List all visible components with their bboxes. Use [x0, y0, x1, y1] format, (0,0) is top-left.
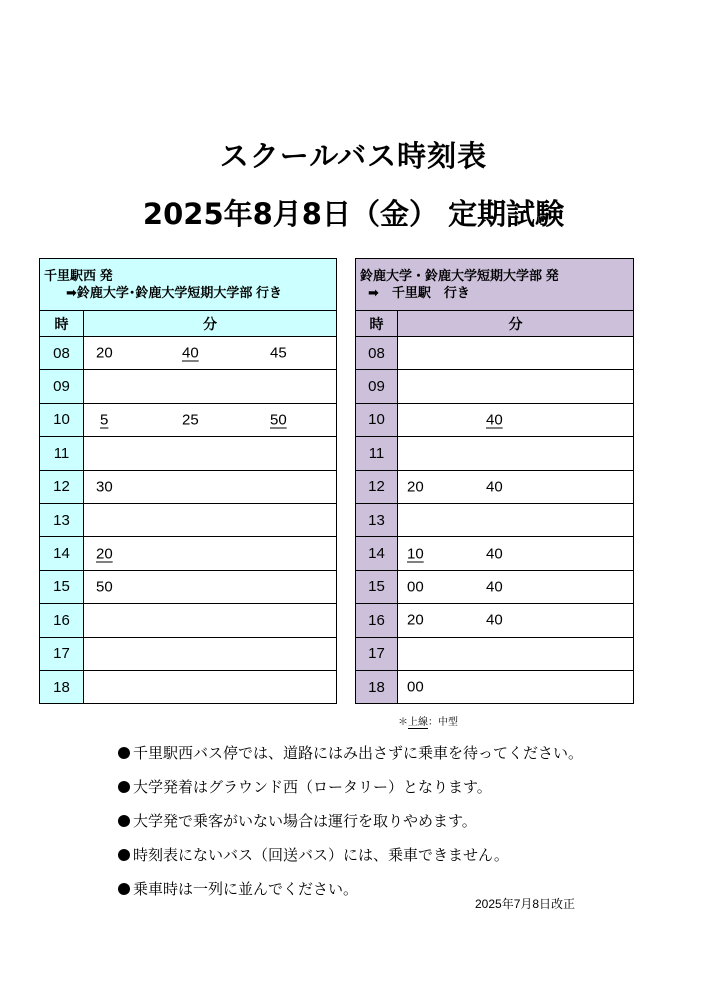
departure-minute: 20 — [96, 545, 113, 563]
minutes-cell — [84, 637, 337, 670]
minutes-cell — [84, 370, 337, 403]
legend-prefix: ＊ — [398, 717, 408, 728]
hour-cell: 12 — [40, 470, 84, 503]
note-text: 時刻表にないバス（回送バス）には、乗車できません。 — [133, 846, 509, 864]
departure-minute: 20 — [407, 478, 424, 496]
note-text: 大学発着はグラウンド西（ロータリー）となります。 — [133, 778, 492, 796]
hour-cell: 13 — [40, 503, 84, 536]
hour-cell: 10 — [40, 403, 84, 436]
hour-row — [40, 604, 337, 637]
hour-cell: 18 — [40, 670, 84, 703]
hour-row — [40, 470, 337, 503]
hour-cell: 16 — [356, 604, 398, 637]
departure-minute: 40 — [486, 478, 503, 496]
hour-row — [40, 570, 337, 603]
hour-row — [40, 637, 337, 670]
hour-cell: 13 — [356, 503, 398, 536]
minutes-cell — [398, 470, 634, 503]
hour-row — [356, 403, 634, 436]
page-subtitle: 2025年8月8日（金） 定期試験 — [142, 197, 565, 231]
minutes-cell — [84, 670, 337, 703]
hour-row — [40, 403, 337, 436]
departure-minute: 10 — [407, 545, 424, 563]
minutes-cell — [398, 637, 634, 670]
hour-row — [356, 570, 634, 603]
hour-row — [40, 670, 337, 703]
departure-minute: 40 — [182, 344, 199, 362]
departure-minute: 40 — [486, 578, 503, 596]
minutes-cell — [84, 470, 337, 503]
bullet-icon — [118, 883, 130, 895]
minutes-cell — [398, 503, 634, 536]
route-destination: ➡ 千里駅 行き — [368, 285, 470, 300]
hour-row — [40, 370, 337, 403]
hour-cell: 14 — [40, 537, 84, 570]
page-title: スクールバス時刻表 — [219, 139, 488, 173]
minutes-cell — [84, 503, 337, 536]
minutes-cell — [84, 437, 337, 470]
route-origin: 鈴鹿大学・鈴鹿大学短期大学部 発 — [360, 268, 559, 283]
bullet-icon — [118, 747, 130, 759]
note-text: 大学発で乗客がいない場合は運行を取りやめます。 — [133, 812, 477, 830]
minutes-cell — [84, 337, 337, 370]
note-item — [118, 840, 583, 874]
hour-cell: 18 — [356, 670, 398, 703]
minutes-cell — [398, 370, 634, 403]
bullet-icon — [118, 815, 130, 827]
legend-note — [398, 713, 458, 728]
departure-minute: 45 — [270, 344, 287, 362]
departure-minute: 20 — [96, 344, 113, 362]
minute-column-header: 分 — [84, 311, 337, 337]
departure-minute: 00 — [407, 678, 424, 696]
route-origin: 千里駅西 発 — [44, 268, 113, 283]
departure-minute: 50 — [96, 578, 113, 596]
minutes-cell — [398, 570, 634, 603]
hour-row — [356, 370, 634, 403]
bullet-icon — [118, 781, 130, 793]
minutes-cell — [84, 537, 337, 570]
hour-cell: 14 — [356, 537, 398, 570]
bullet-icon — [118, 849, 130, 861]
minutes-cell — [84, 604, 337, 637]
legend-underline-sample: 上線 — [408, 717, 428, 728]
hour-cell: 10 — [356, 403, 398, 436]
note-text: 乗車時は一列に並んでください。 — [133, 880, 359, 898]
minutes-cell — [398, 604, 634, 637]
revision-date: 2025年7月8日改正 — [475, 897, 576, 911]
departure-minute: 40 — [486, 545, 503, 563]
hour-column-header: 時 — [40, 311, 84, 337]
hour-cell: 15 — [356, 570, 398, 603]
departure-minute: 25 — [182, 411, 199, 429]
hour-row — [356, 537, 634, 570]
note-item — [118, 772, 583, 806]
route-header — [40, 259, 337, 311]
departure-minute: 40 — [486, 411, 503, 429]
hour-row — [356, 604, 634, 637]
hour-row — [356, 437, 634, 470]
timetable-from-university — [355, 258, 634, 704]
minutes-cell — [398, 337, 634, 370]
minutes-cell — [398, 670, 634, 703]
departure-minute: 40 — [486, 611, 503, 629]
note-text: 千里駅西バス停では、道路にはみ出さずに乗車を待ってください。 — [133, 744, 584, 762]
minute-column-header: 分 — [398, 311, 634, 337]
hour-cell: 16 — [40, 604, 84, 637]
hour-cell: 08 — [356, 337, 398, 370]
legend-meaning: ：中型 — [428, 717, 458, 728]
hour-cell: 12 — [356, 470, 398, 503]
timetable-from-senri — [39, 258, 337, 704]
minutes-cell — [398, 403, 634, 436]
route-destination: ➡鈴鹿大学･鈴鹿大学短期大学部 行き — [66, 285, 283, 300]
hour-row — [356, 337, 634, 370]
hour-row — [40, 503, 337, 536]
departure-minute: 20 — [407, 611, 424, 629]
hour-row — [40, 437, 337, 470]
note-item — [118, 738, 583, 772]
hour-row — [356, 637, 634, 670]
note-item — [118, 806, 583, 840]
hour-cell: 08 — [40, 337, 84, 370]
hour-cell: 09 — [356, 370, 398, 403]
minutes-cell — [84, 570, 337, 603]
hour-row — [356, 503, 634, 536]
hour-row — [356, 670, 634, 703]
minutes-cell — [84, 403, 337, 436]
departure-minute: 50 — [270, 411, 287, 429]
hour-cell: 15 — [40, 570, 84, 603]
minutes-cell — [398, 537, 634, 570]
departure-minute: 00 — [407, 578, 424, 596]
hour-cell: 09 — [40, 370, 84, 403]
hour-row — [40, 337, 337, 370]
hour-row — [40, 537, 337, 570]
hour-cell: 17 — [356, 637, 398, 670]
hour-cell: 11 — [40, 437, 84, 470]
hour-cell: 11 — [356, 437, 398, 470]
hour-column-header: 時 — [356, 311, 398, 337]
route-header — [356, 259, 634, 311]
notes-list — [118, 738, 583, 908]
minutes-cell — [398, 437, 634, 470]
hour-row — [356, 470, 634, 503]
departure-minute: 30 — [96, 478, 113, 496]
departure-minute: 5 — [100, 411, 109, 429]
hour-cell: 17 — [40, 637, 84, 670]
